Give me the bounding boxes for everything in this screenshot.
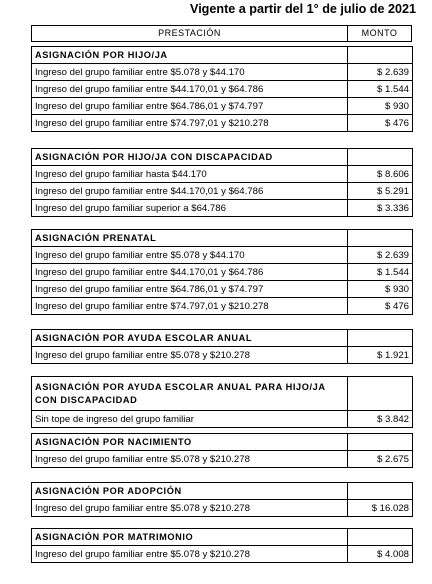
section-heading: ASIGNACIÓN POR MATRIMONIO: [32, 529, 348, 546]
row-amount: $ 5.291: [348, 183, 413, 200]
row-label: Ingreso del grupo familiar entre $5.078 y $44.170: [32, 64, 348, 81]
row-label: Ingreso del grupo familiar entre $74.797,01 y $210.278: [32, 298, 348, 315]
row-label: Ingreso del grupo familiar entre $44.170,01 y $64.786: [32, 264, 348, 281]
column-header-monto: MONTO: [347, 25, 412, 42]
row-label: Ingreso del grupo familiar entre $64.786,01 y $74.797: [32, 281, 348, 298]
section-table-asignacion-por-hijo: [31, 46, 413, 132]
row-label: Ingreso del grupo familiar entre $74.797,01 y $210.278: [32, 115, 348, 132]
row-amount: $ 476: [348, 115, 413, 132]
row-amount: $ 1.921: [348, 347, 413, 364]
section-heading-amount-cell: [348, 377, 413, 411]
section-heading-amount-cell: [348, 529, 413, 546]
section-table-ayuda-escolar-discapacidad: [31, 376, 413, 428]
row-label: Ingreso del grupo familiar hasta $44.170: [32, 166, 348, 183]
row-label: Ingreso del grupo familiar entre $5.078 y $210.278: [32, 347, 348, 364]
row-amount: $ 2.639: [348, 247, 413, 264]
row-label: Ingreso del grupo familiar entre $5.078 y $210.278: [32, 451, 348, 468]
section-heading: ASIGNACIÓN POR AYUDA ESCOLAR ANUAL PARA HIJO/JA CON DISCAPACIDAD: [32, 377, 348, 411]
row-amount: $ 3.842: [348, 411, 413, 428]
section-heading: ASIGNACIÓN POR NACIMIENTO: [32, 434, 348, 451]
row-label: Ingreso del grupo familiar entre $44.170,01 y $64.786: [32, 183, 348, 200]
section-header-row: [32, 47, 413, 64]
row-amount: $ 16.028: [348, 500, 413, 517]
section-heading: ASIGNACIÓN POR HIJO/JA CON DISCAPACIDAD: [32, 149, 348, 166]
table-row: [32, 411, 413, 428]
row-amount: $ 3.336: [348, 200, 413, 217]
row-amount: $ 2.639: [348, 64, 413, 81]
table-row: [32, 166, 413, 183]
row-amount: $ 476: [348, 298, 413, 315]
section-heading: ASIGNACIÓN POR AYUDA ESCOLAR ANUAL: [32, 330, 348, 347]
section-heading-amount-cell: [348, 230, 413, 247]
section-header-row: [32, 377, 413, 411]
section-heading-amount-cell: [348, 434, 413, 451]
row-label: Ingreso del grupo familiar entre $44.170,01 y $64.786: [32, 81, 348, 98]
section-table-adopcion: [31, 482, 413, 517]
row-label: Ingreso del grupo familiar entre $64.786,01 y $74.797: [32, 98, 348, 115]
row-label: Ingreso del grupo familiar entre $5.078 y $210.278: [32, 546, 348, 563]
section-heading: ASIGNACIÓN PRENATAL: [32, 230, 348, 247]
table-row: [32, 500, 413, 517]
table-row: [32, 98, 413, 115]
page-title: Vigente a partir del 1° de julio de 2021: [190, 2, 416, 16]
table-row: [32, 81, 413, 98]
section-table-prenatal: [31, 229, 413, 315]
table-row: [32, 281, 413, 298]
section-header-row: [32, 529, 413, 546]
row-label: Ingreso del grupo familiar entre $5.078 y $210.278: [32, 500, 348, 517]
section-table-nacimiento: [31, 433, 413, 468]
section-heading-amount-cell: [348, 47, 413, 64]
table-row: [32, 298, 413, 315]
section-table-matrimonio: [31, 528, 413, 563]
row-label: Sin tope de ingreso del grupo familiar: [32, 411, 348, 428]
section-header-row: [32, 149, 413, 166]
section-header-row: [32, 483, 413, 500]
table-row: [32, 247, 413, 264]
row-amount: $ 930: [348, 98, 413, 115]
section-table-ayuda-escolar: [31, 329, 413, 364]
section-heading-amount-cell: [348, 149, 413, 166]
table-row: [32, 546, 413, 563]
section-heading: ASIGNACIÓN POR HIJO/JA: [32, 47, 348, 64]
row-amount: $ 930: [348, 281, 413, 298]
section-header-row: [32, 434, 413, 451]
section-heading-amount-cell: [348, 330, 413, 347]
column-header-prestacion: PRESTACIÓN: [31, 25, 348, 42]
table-row: [32, 64, 413, 81]
table-row: [32, 200, 413, 217]
table-row: [32, 264, 413, 281]
section-heading: ASIGNACIÓN POR ADOPCIÓN: [32, 483, 348, 500]
section-heading-amount-cell: [348, 483, 413, 500]
row-label: Ingreso del grupo familiar entre $5.078 y $44.170: [32, 247, 348, 264]
row-amount: $ 2.675: [348, 451, 413, 468]
row-label: Ingreso del grupo familiar superior a $64.786: [32, 200, 348, 217]
row-amount: $ 1.544: [348, 264, 413, 281]
table-row: [32, 451, 413, 468]
row-amount: $ 4.008: [348, 546, 413, 563]
table-row: [32, 183, 413, 200]
row-amount: $ 8.606: [348, 166, 413, 183]
section-table-hijo-con-discapacidad: [31, 148, 413, 217]
table-row: [32, 115, 413, 132]
section-header-row: [32, 330, 413, 347]
table-row: [32, 347, 413, 364]
row-amount: $ 1.544: [348, 81, 413, 98]
section-header-row: [32, 230, 413, 247]
